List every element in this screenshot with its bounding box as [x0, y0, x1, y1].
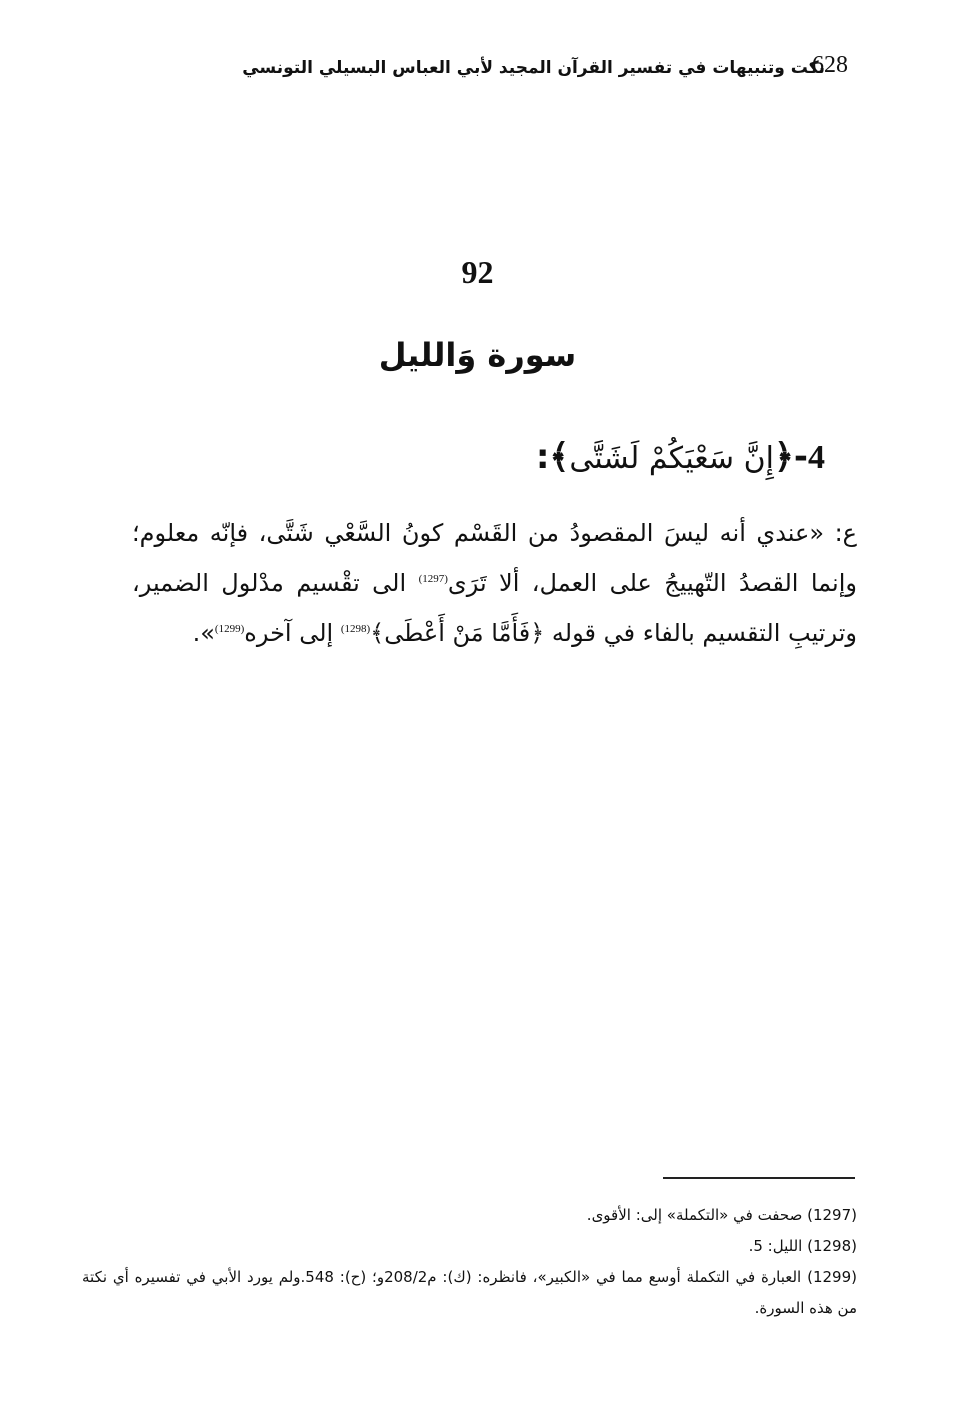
footnote-1297 [82, 1200, 857, 1231]
commentary-text: الى تقْسيم مدْلول الضمير، وترتيبِ التقسيم بالفاء في قوله ﴿فَأَمَّا مَنْ أَعْطَى﴾ [132, 569, 857, 647]
quran-close-bracket: ﴾ [549, 437, 570, 477]
surah-number: 92 [461, 254, 494, 290]
footnote-number: (1297) [807, 1206, 857, 1224]
commentary-paragraph [132, 510, 857, 656]
commentary-text: ع: «عندي أنه ليسَ المقصودُ من القَسْم كونُ السَّعْي شَتَّى، فإنّه معلوم؛ وإنما القصدُ التّهييجُ على العمل، ألا تَرَى [132, 519, 857, 597]
verse-heading [536, 436, 825, 477]
verse-dash: - [793, 437, 808, 477]
footnote-text: صحفت في «التكملة» إلى: الأقوى. [586, 1206, 803, 1224]
commentary-text: إلى آخره [244, 619, 341, 647]
running-header: نكت وتنبيهات في تفسير القرآن المجيد لأبي العباس البسيلي التونسي [242, 58, 825, 78]
surah-title: سورة وَالليل [378, 336, 577, 374]
footnote-number: (1299) [807, 1268, 857, 1286]
verse-number: 4 [808, 439, 825, 476]
footnote-ref-1298[interactable]: (1298) [340, 623, 371, 635]
commentary-text: ». [192, 619, 215, 647]
quran-verse-text: إِنَّ سَعْيَكُمْ لَشَتَّى [569, 441, 774, 476]
footnote-text: الليل: 5. [748, 1237, 803, 1255]
quran-open-bracket: ﴿ [773, 437, 794, 477]
footnote-text: العبارة في التكملة أوسع مما في «الكبير»، فانظره: (ك): م208/2و؛ (ح): 548.ولم يورد الأبي في تفسيره أي نكتة من هذه السورة. [82, 1268, 857, 1317]
footnote-number: (1298) [807, 1237, 857, 1255]
footnotes [82, 1200, 857, 1324]
footnote-separator [663, 1177, 855, 1179]
page-number: 628 [812, 52, 848, 78]
footnote-1299 [82, 1262, 857, 1324]
footnote-ref-1299[interactable]: (1299) [214, 623, 245, 635]
footnote-1298 [82, 1231, 857, 1262]
verse-colon: : [535, 437, 550, 477]
footnote-ref-1297[interactable]: (1297) [418, 573, 448, 585]
